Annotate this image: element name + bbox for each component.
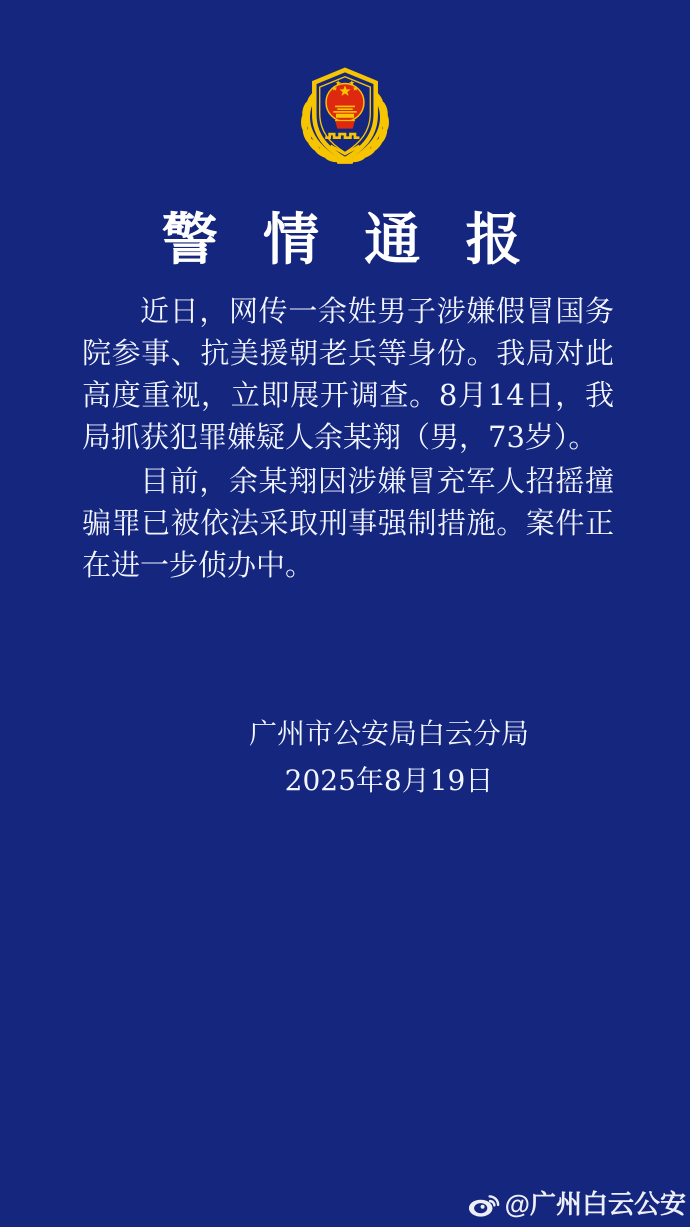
weibo-icon <box>467 1187 501 1219</box>
notice-paragraph: 目前，余某翔因涉嫌冒充军人招摇撞骗罪已被依法采取刑事强制措施。案件正在进一步侦办中。 <box>82 464 614 582</box>
weibo-watermark <box>467 1184 686 1221</box>
police-badge-icon <box>290 60 400 172</box>
notice-body <box>82 290 614 586</box>
signature-org: 广州市公安局白云分局 <box>248 717 529 750</box>
signature-block <box>44 710 690 804</box>
notice-paragraph: 近日，网传一余姓男子涉嫌假冒国务院参事、抗美援朝老兵等身份。我局对此高度重视，立即展开调查。8月14日，我局抓获犯罪嫌疑人余某翔（男，73岁）。 <box>82 294 614 454</box>
notice-title: 警 情 通 报 <box>161 207 529 273</box>
signature-date: 2025年8月19日 <box>284 764 494 797</box>
weibo-handle: @广州白云公安 <box>504 1189 686 1219</box>
